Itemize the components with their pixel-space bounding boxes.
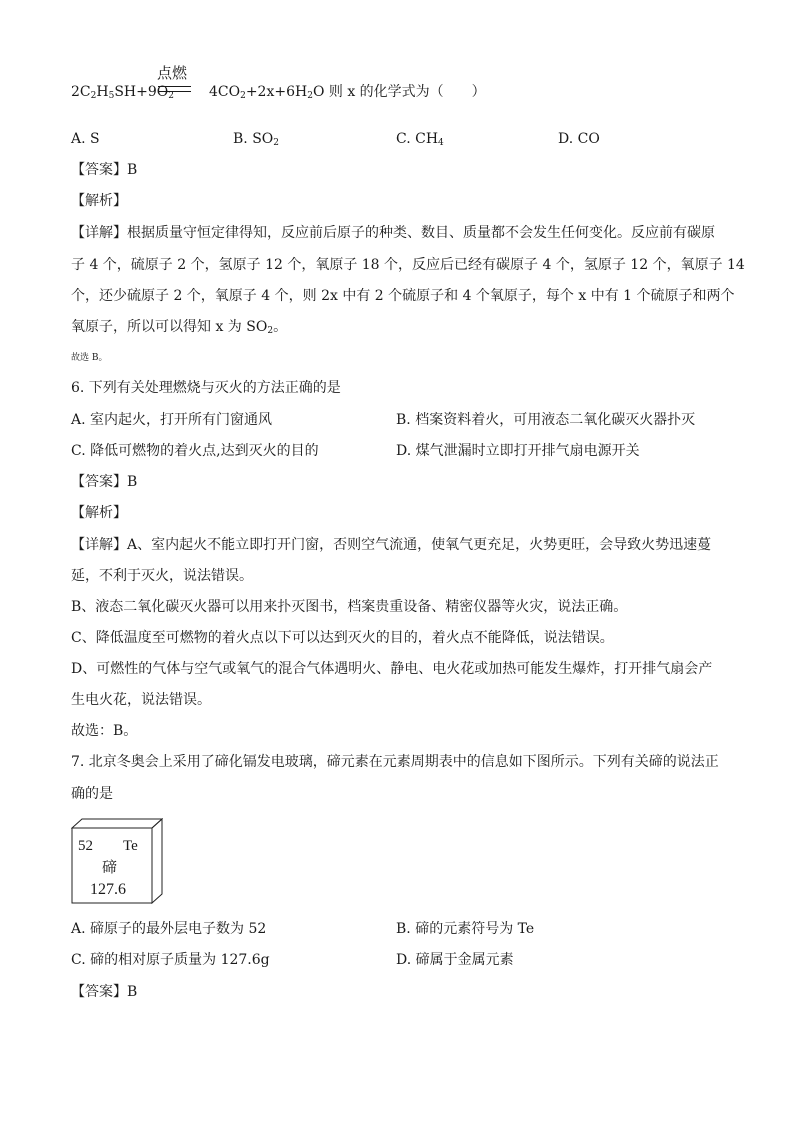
- eq-part: 4CO: [208, 84, 241, 100]
- q7-option-a: A. 碲原子的最外层电子数为 52: [71, 921, 267, 937]
- detail-text: 氧原子，所以可以得知 x 为 SO: [71, 319, 268, 335]
- eq-part: SH+9O: [114, 84, 169, 100]
- q5-detail-line: 【详解】根据质量守恒定律得知，反应前后原子的种类、数目、质量都不会发生任何变化。反应前有碳原: [71, 225, 715, 241]
- option-text: B. SO: [233, 131, 274, 147]
- element-symbol: Te: [123, 838, 138, 854]
- detail-text: 。: [273, 319, 288, 335]
- q6-detail-line: D、可燃性的气体与空气或氧气的混合气体遇明火、静电、电火花或加热可能发生爆炸，打开排气扇会产: [71, 661, 713, 677]
- option-sub: 4: [438, 138, 444, 148]
- reaction-condition: 点燃: [157, 64, 188, 82]
- q6-option-b: B. 档案资料着火，可用液态二氧化碳灭火器扑灭: [396, 412, 696, 428]
- option-text: C. CH: [396, 131, 439, 147]
- option-sub: 2: [273, 138, 279, 148]
- q5-detail-line: 个，还少硫原子 2 个，氧原子 4 个，则 2x 中有 2 个硫原子和 4 个氧原子，每个 x 中有 1 个硫原子和两个: [71, 288, 735, 304]
- q7-answer: 【答案】B: [71, 984, 138, 1000]
- q6-choose: 故选：B。: [71, 723, 138, 739]
- eq-part: 2C: [71, 84, 91, 100]
- q5-choose: 故选 B。: [71, 353, 108, 363]
- q5-option-a: A. S: [71, 131, 100, 147]
- eq-part: O 则 x 的化学式为（ ）: [312, 84, 486, 100]
- detail-sub: 2: [267, 326, 274, 336]
- q6-option-a: A. 室内起火，打开所有门窗通风: [71, 412, 273, 428]
- q6-detail-line: 延，不利于灭火，说法错误。: [71, 568, 253, 584]
- q6-detail-line: B、液态二氧化碳灭火器可以用来扑灭图书，档案贵重设备、精密仪器等火灾，说法正确。: [71, 599, 628, 615]
- q5-option-b: [233, 129, 279, 149]
- eq-sub: 5: [108, 91, 115, 101]
- q6-answer: 【答案】B: [71, 474, 138, 490]
- eq-sub: 2: [307, 91, 313, 101]
- q6-detail-line: 【详解】A、室内起火不能立即打开门窗，否则空气流通，使氧气更充足，火势更旺，会导致火势迅速蔓: [71, 537, 712, 553]
- q7-option-c: C. 碲的相对原子质量为 127.6g: [71, 952, 270, 968]
- eq-sub: 2: [90, 91, 97, 101]
- eq-sub: 2: [240, 91, 246, 101]
- q7-option-d: D. 碲属于金属元素: [396, 952, 514, 968]
- eq-sub: 2: [168, 91, 174, 101]
- q6-stem: 6. 下列有关处理燃烧与灭火的方法正确的是: [71, 380, 341, 396]
- element-cell-tellurium: [71, 818, 163, 904]
- q5-analysis-heading: 【解析】: [71, 193, 127, 209]
- element-name: 碲: [102, 860, 118, 876]
- q5-answer: 【答案】B: [71, 162, 138, 178]
- eq-part: H: [96, 84, 109, 100]
- q7-stem: 7. 北京冬奥会上采用了碲化镉发电玻璃，碲元素在元素周期表中的信息如下图所示。下列有关碲的说法正: [71, 754, 719, 770]
- q7-stem: 确的是: [71, 786, 113, 802]
- q6-detail-line: C、降低温度至可燃物的着火点以下可以达到灭火的目的，着火点不能降低，说法错误。: [71, 630, 614, 646]
- q7-option-b: B. 碲的元素符号为 Te: [396, 921, 535, 937]
- q6-analysis-heading: 【解析】: [71, 505, 127, 521]
- q6-option-c: C. 降低可燃物的着火点,达到灭火的目的: [71, 443, 319, 459]
- q5-equation: [71, 82, 486, 102]
- q5-detail-line: 子 4 个，硫原子 2 个，氢原子 12 个，氧原子 18 个，反应后已经有碳原子 4 个，氢原子 12 个，氧原子 14: [71, 257, 745, 273]
- eq-part: +2x+6H: [245, 84, 308, 100]
- atomic-number: 52: [78, 838, 93, 854]
- q5-option-c: [396, 129, 444, 149]
- q5-detail-line: [71, 317, 287, 337]
- q5-option-d: D. CO: [558, 131, 600, 147]
- q6-option-d: D. 煤气泄漏时立即打开排气扇电源开关: [396, 443, 640, 459]
- atomic-mass: 127.6: [90, 881, 126, 898]
- q6-detail-line: 生电火花，说法错误。: [71, 692, 211, 708]
